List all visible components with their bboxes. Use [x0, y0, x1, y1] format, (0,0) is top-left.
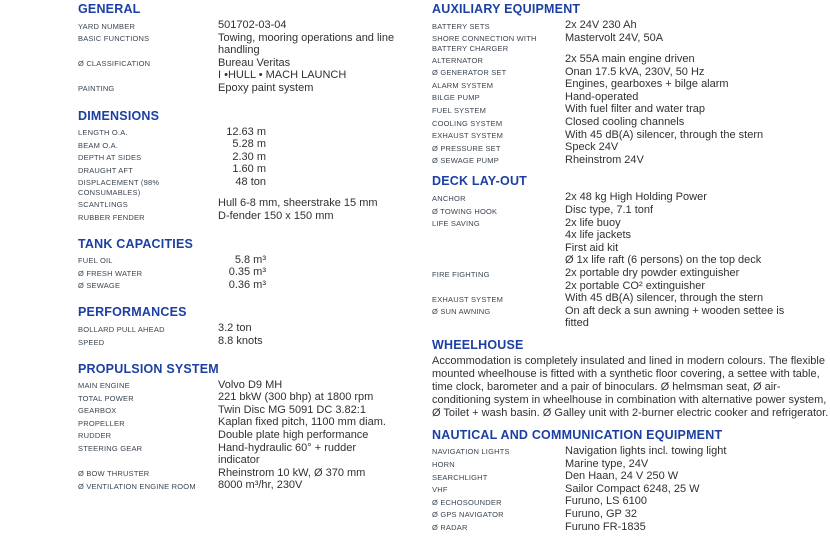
- spec-value-line: Volvo D9 MH: [218, 378, 283, 391]
- spec-value-line: Twin Disc MG 5091 DC 3.82:1: [218, 403, 366, 416]
- spec-value: [218, 279, 422, 292]
- spec-value-line: Ø 1x life raft (6 persons) on the top deck: [565, 254, 762, 267]
- spec-label: SCANTLINGS: [78, 199, 128, 209]
- spec-label: Ø SUN AWNING: [432, 307, 491, 317]
- section: [78, 2, 422, 95]
- spec-value: [218, 126, 422, 139]
- spec-label: Ø GENERATOR SET: [432, 68, 507, 78]
- spec-value: [565, 141, 829, 154]
- spec-value-line: With 45 dB(A) silencer, through the stern: [565, 128, 764, 141]
- spec-row: [432, 116, 829, 129]
- spec-value-line: Engines, gearboxes + bilge alarm: [565, 78, 729, 91]
- spec-value-line: 2x portable CO² extinguisher: [565, 279, 706, 292]
- spec-label: RUDDER: [78, 431, 112, 441]
- spec-label: BOLLARD PULL AHEAD: [78, 324, 165, 334]
- spec-value-line: indicator: [218, 454, 260, 467]
- spec-label: Ø SEWAGE PUMP: [432, 156, 499, 166]
- spec-value: [218, 404, 422, 417]
- spec-row: [432, 78, 829, 91]
- spec-row: [78, 335, 422, 348]
- spec-label: PAINTING: [78, 84, 115, 94]
- section-heading: TANK CAPACITIES: [78, 236, 194, 251]
- section: [432, 2, 829, 166]
- spec-value: [565, 470, 829, 483]
- spec-value: [218, 266, 422, 279]
- spec-value-line: On aft deck a sun awning + wooden settee is: [565, 304, 785, 317]
- spec-value-line: Closed cooling channels: [565, 116, 685, 129]
- spec-label: BATTERY SETS: [432, 21, 490, 31]
- spec-value: [565, 521, 829, 534]
- spec-row: [78, 138, 422, 151]
- spec-value-line: 2x life buoy: [565, 216, 621, 229]
- spec-row: [78, 57, 422, 82]
- spec-value: [218, 163, 422, 176]
- spec-row: [432, 103, 829, 116]
- spec-value-line: 2x 55A main engine driven: [565, 53, 695, 66]
- spec-label: PROPELLER: [78, 418, 125, 428]
- spec-row: [432, 267, 829, 292]
- spec-label: Ø TOWING HOOK: [432, 206, 498, 216]
- spec-row: [78, 82, 422, 95]
- section-heading: WHEELHOUSE: [432, 337, 524, 352]
- spec-value: [565, 53, 829, 66]
- spec-row: [78, 429, 422, 442]
- spec-value: [565, 217, 829, 267]
- spec-value-line: 0.36 m³: [228, 278, 266, 291]
- section: [432, 428, 829, 533]
- section: [78, 362, 422, 492]
- spec-row: [78, 254, 422, 267]
- spec-label: Ø ECHOSOUNDER: [432, 497, 502, 507]
- spec-value-line: Furuno, GP 32: [565, 507, 637, 520]
- spec-value-line: 2x 24V 230 Ah: [565, 19, 637, 31]
- spec-label: BILGE PUMP: [432, 93, 480, 103]
- spec-value-line: First aid kit: [565, 241, 619, 254]
- spec-value-line: Epoxy paint system: [218, 81, 314, 94]
- spec-value-line: Hand-hydraulic 60° + rudder: [218, 441, 357, 454]
- spec-value-line: Rheinstrom 24V: [565, 153, 644, 166]
- spec-value: [565, 204, 829, 217]
- spec-label: Ø GPS NAVIGATOR: [432, 510, 504, 520]
- spec-row: [78, 19, 422, 32]
- spec-label: HORN: [432, 460, 455, 470]
- spec-label: TOTAL POWER: [78, 393, 134, 403]
- spec-value-line: Kaplan fixed pitch, 1100 mm diam.: [218, 416, 386, 429]
- spec-value-line: Hand-operated: [565, 90, 639, 103]
- spec-label: EXHAUST SYSTEM: [432, 294, 504, 304]
- spec-value: [565, 508, 829, 521]
- spec-value-line: I •HULL • MACH LAUNCH: [218, 69, 347, 82]
- spec-value: [565, 91, 829, 104]
- spec-row: [78, 467, 422, 480]
- spec-value: [565, 267, 829, 292]
- spec-label: BEAM O.A.: [78, 140, 119, 150]
- spec-value: [565, 66, 829, 79]
- spec-row: [432, 445, 829, 458]
- spec-label: SHORE CONNECTION WITH BATTERY CHARGER: [432, 34, 537, 53]
- spec-row: [432, 53, 829, 66]
- spec-value: [218, 391, 422, 404]
- spec-value: [218, 138, 422, 151]
- spec-value: [218, 379, 422, 392]
- spec-row: [78, 404, 422, 417]
- spec-value-line: 48 ton: [235, 175, 266, 188]
- spec-left-column: [78, 2, 422, 492]
- spec-value-line: 5.8 m³: [234, 253, 266, 266]
- spec-value: [218, 151, 422, 164]
- spec-value: [565, 154, 829, 167]
- spec-value: [218, 322, 422, 335]
- spec-value: [565, 305, 829, 330]
- spec-value: [565, 445, 829, 458]
- section-heading: DECK LAY-OUT: [432, 174, 528, 189]
- spec-value-line: Furuno, LS 6100: [565, 495, 647, 508]
- spec-label: DEPTH AT SIDES: [78, 153, 142, 163]
- spec-value: [565, 292, 829, 305]
- spec-value: [565, 19, 829, 32]
- spec-value-line: 1.60 m: [232, 163, 266, 176]
- spec-label: STEERING GEAR: [78, 444, 143, 454]
- spec-value-line: 2.30 m: [232, 150, 266, 163]
- spec-label: NAVIGATION LIGHTS: [432, 447, 510, 457]
- spec-label: ANCHOR: [432, 193, 466, 203]
- section-heading: PERFORMANCES: [78, 305, 187, 320]
- spec-value-line: Speck 24V: [565, 141, 619, 154]
- spec-value-line: 2x portable dry powder extinguisher: [565, 267, 740, 279]
- spec-value-line: Marine type, 24V: [565, 457, 649, 470]
- spec-value-line: 0.35 m³: [228, 266, 266, 279]
- spec-value: [218, 210, 422, 223]
- spec-label: DRAUGHT AFT: [78, 165, 133, 175]
- spec-value-line: 4x life jackets: [565, 229, 632, 242]
- spec-value-line: 8.8 knots: [218, 335, 263, 347]
- spec-row: [78, 126, 422, 139]
- spec-label: BASIC FUNCTIONS: [78, 34, 150, 44]
- spec-value: [218, 32, 422, 57]
- spec-value: [218, 416, 422, 429]
- spec-label: GEARBOX: [78, 406, 117, 416]
- spec-value: [218, 467, 422, 480]
- spec-label: Ø SEWAGE: [78, 281, 121, 291]
- spec-value: [565, 78, 829, 91]
- spec-row: [432, 458, 829, 471]
- spec-row: [432, 305, 829, 330]
- spec-value-line: With 45 dB(A) silencer, through the stern: [565, 292, 764, 305]
- spec-value: [218, 335, 422, 348]
- spec-value-line: 501702-03-04: [218, 19, 287, 31]
- spec-row: [432, 66, 829, 79]
- spec-label: YARD NUMBER: [78, 21, 136, 31]
- spec-value-line: Sailor Compact 6248, 25 W: [565, 482, 700, 495]
- spec-value: [565, 129, 829, 142]
- spec-value: [565, 483, 829, 496]
- spec-value: [218, 442, 422, 467]
- spec-row: [78, 479, 422, 492]
- spec-row: [78, 163, 422, 176]
- spec-row: [432, 129, 829, 142]
- spec-value-line: 2x 48 kg High Holding Power: [565, 191, 707, 204]
- spec-value-line: Onan 17.5 kVA, 230V, 50 Hz: [565, 65, 705, 78]
- section-heading: PROPULSION SYSTEM: [78, 361, 219, 376]
- spec-row: [78, 210, 422, 223]
- spec-value-line: D-fender 150 x 150 mm: [218, 210, 334, 223]
- spec-value: [218, 176, 422, 189]
- spec-value: [565, 458, 829, 471]
- spec-row: [432, 91, 829, 104]
- spec-label: LIFE SAVING: [432, 219, 480, 229]
- spec-value: [218, 19, 422, 32]
- spec-value-line: Towing, mooring operations and line: [218, 31, 395, 44]
- spec-right-column: [432, 2, 829, 533]
- spec-label: ALTERNATOR: [432, 55, 484, 65]
- spec-value: [565, 116, 829, 129]
- spec-value-line: fitted: [565, 317, 589, 330]
- section: [78, 237, 422, 292]
- spec-label: LENGTH O.A.: [78, 128, 128, 138]
- spec-label: RUBBER FENDER: [78, 212, 145, 222]
- spec-value: [565, 191, 829, 204]
- spec-row: [432, 292, 829, 305]
- spec-label: MAIN ENGINE: [78, 381, 130, 391]
- spec-row: [78, 416, 422, 429]
- section: [432, 174, 829, 330]
- section-paragraph: Accommodation is completely insulated and lined in modern colours. The flexible mounted wheelhouse is fitted with a synthetic floor covering, a settee with table, time clock, barometer and a pair of binoculars. Ø helmsman seat, Ø air-conditioning system in wheelhouse in combination with alternative power system, Ø Toilet + wash basin. Ø Galley unit with 2-burner electric cooker and refrigerator.: [432, 354, 829, 419]
- spec-value: [218, 82, 422, 95]
- spec-value: [218, 254, 422, 267]
- spec-value-line: 12.63 m: [226, 125, 266, 138]
- spec-label: COOLING SYSTEM: [432, 118, 503, 128]
- spec-label: ALARM SYSTEM: [432, 80, 494, 90]
- spec-row: [432, 483, 829, 496]
- spec-row: [432, 32, 829, 54]
- spec-row: [78, 442, 422, 467]
- spec-value: [218, 197, 422, 210]
- section: [78, 109, 422, 223]
- spec-row: [432, 508, 829, 521]
- spec-value-line: handling: [218, 44, 260, 57]
- spec-row: [78, 279, 422, 292]
- spec-value-line: Disc type, 7.1 tonf: [565, 204, 654, 217]
- spec-row: [432, 470, 829, 483]
- spec-value-line: Den Haan, 24 V 250 W: [565, 470, 679, 483]
- spec-label: VHF: [432, 485, 448, 495]
- spec-row: [432, 495, 829, 508]
- spec-value-line: Bureau Veritas: [218, 56, 291, 69]
- spec-row: [432, 217, 829, 267]
- spec-row: [432, 19, 829, 32]
- spec-value: [565, 495, 829, 508]
- spec-value-line: 221 bkW (300 bhp) at 1800 rpm: [218, 391, 374, 404]
- spec-value-line: With fuel filter and water trap: [565, 103, 706, 116]
- spec-value: [218, 57, 422, 82]
- spec-value: [218, 429, 422, 442]
- spec-label: DISPLACEMENT (98% CONSUMABLES): [78, 178, 160, 197]
- spec-value-line: 5.28 m: [232, 138, 266, 151]
- spec-label: SPEED: [78, 337, 105, 347]
- spec-row: [78, 379, 422, 392]
- section-heading: DIMENSIONS: [78, 108, 160, 123]
- spec-value-line: Rheinstrom 10 kW, Ø 370 mm: [218, 466, 366, 479]
- section-heading: NAUTICAL AND COMMUNICATION EQUIPMENT: [432, 427, 723, 442]
- spec-row: [78, 151, 422, 164]
- spec-value-line: Mastervolt 24V, 50A: [565, 31, 664, 44]
- spec-label: Ø BOW THRUSTER: [78, 469, 150, 479]
- spec-value: [565, 32, 829, 45]
- spec-row: [432, 141, 829, 154]
- spec-row: [78, 266, 422, 279]
- spec-label: Ø CLASSIFICATION: [78, 59, 151, 69]
- spec-row: [78, 176, 422, 198]
- spec-row: [78, 197, 422, 210]
- spec-label: Ø FRESH WATER: [78, 268, 143, 278]
- section: [432, 338, 829, 420]
- spec-label: SEARCHLIGHT: [432, 472, 488, 482]
- spec-value: [565, 103, 829, 116]
- spec-value-line: Hull 6-8 mm, sheerstrake 15 mm: [218, 197, 378, 210]
- spec-value-line: Furuno FR-1835: [565, 520, 646, 533]
- spec-row: [78, 391, 422, 404]
- spec-row: [432, 191, 829, 204]
- spec-label: Ø PRESSURE SET: [432, 143, 501, 153]
- spec-label: EXHAUST SYSTEM: [432, 131, 504, 141]
- section-heading: AUXILIARY EQUIPMENT: [432, 2, 581, 16]
- spec-value-line: Double plate high performance: [218, 428, 369, 441]
- spec-row: [78, 322, 422, 335]
- spec-value-line: Navigation lights incl. towing light: [565, 444, 727, 457]
- spec-label: FUEL OIL: [78, 256, 113, 266]
- spec-value: [218, 479, 422, 492]
- spec-label: FUEL SYSTEM: [432, 105, 487, 115]
- spec-row: [78, 32, 422, 57]
- spec-label: Ø VENTILATION ENGINE ROOM: [78, 481, 196, 491]
- spec-row: [432, 154, 829, 167]
- spec-row: [432, 204, 829, 217]
- spec-label: Ø RADAR: [432, 523, 468, 533]
- spec-value-line: 8000 m³/hr, 230V: [218, 479, 303, 492]
- section: [78, 305, 422, 347]
- spec-value-line: 3.2 ton: [218, 322, 252, 335]
- spec-row: [432, 521, 829, 534]
- section-heading: GENERAL: [78, 2, 141, 16]
- spec-label: FIRE FIGHTING: [432, 269, 490, 279]
